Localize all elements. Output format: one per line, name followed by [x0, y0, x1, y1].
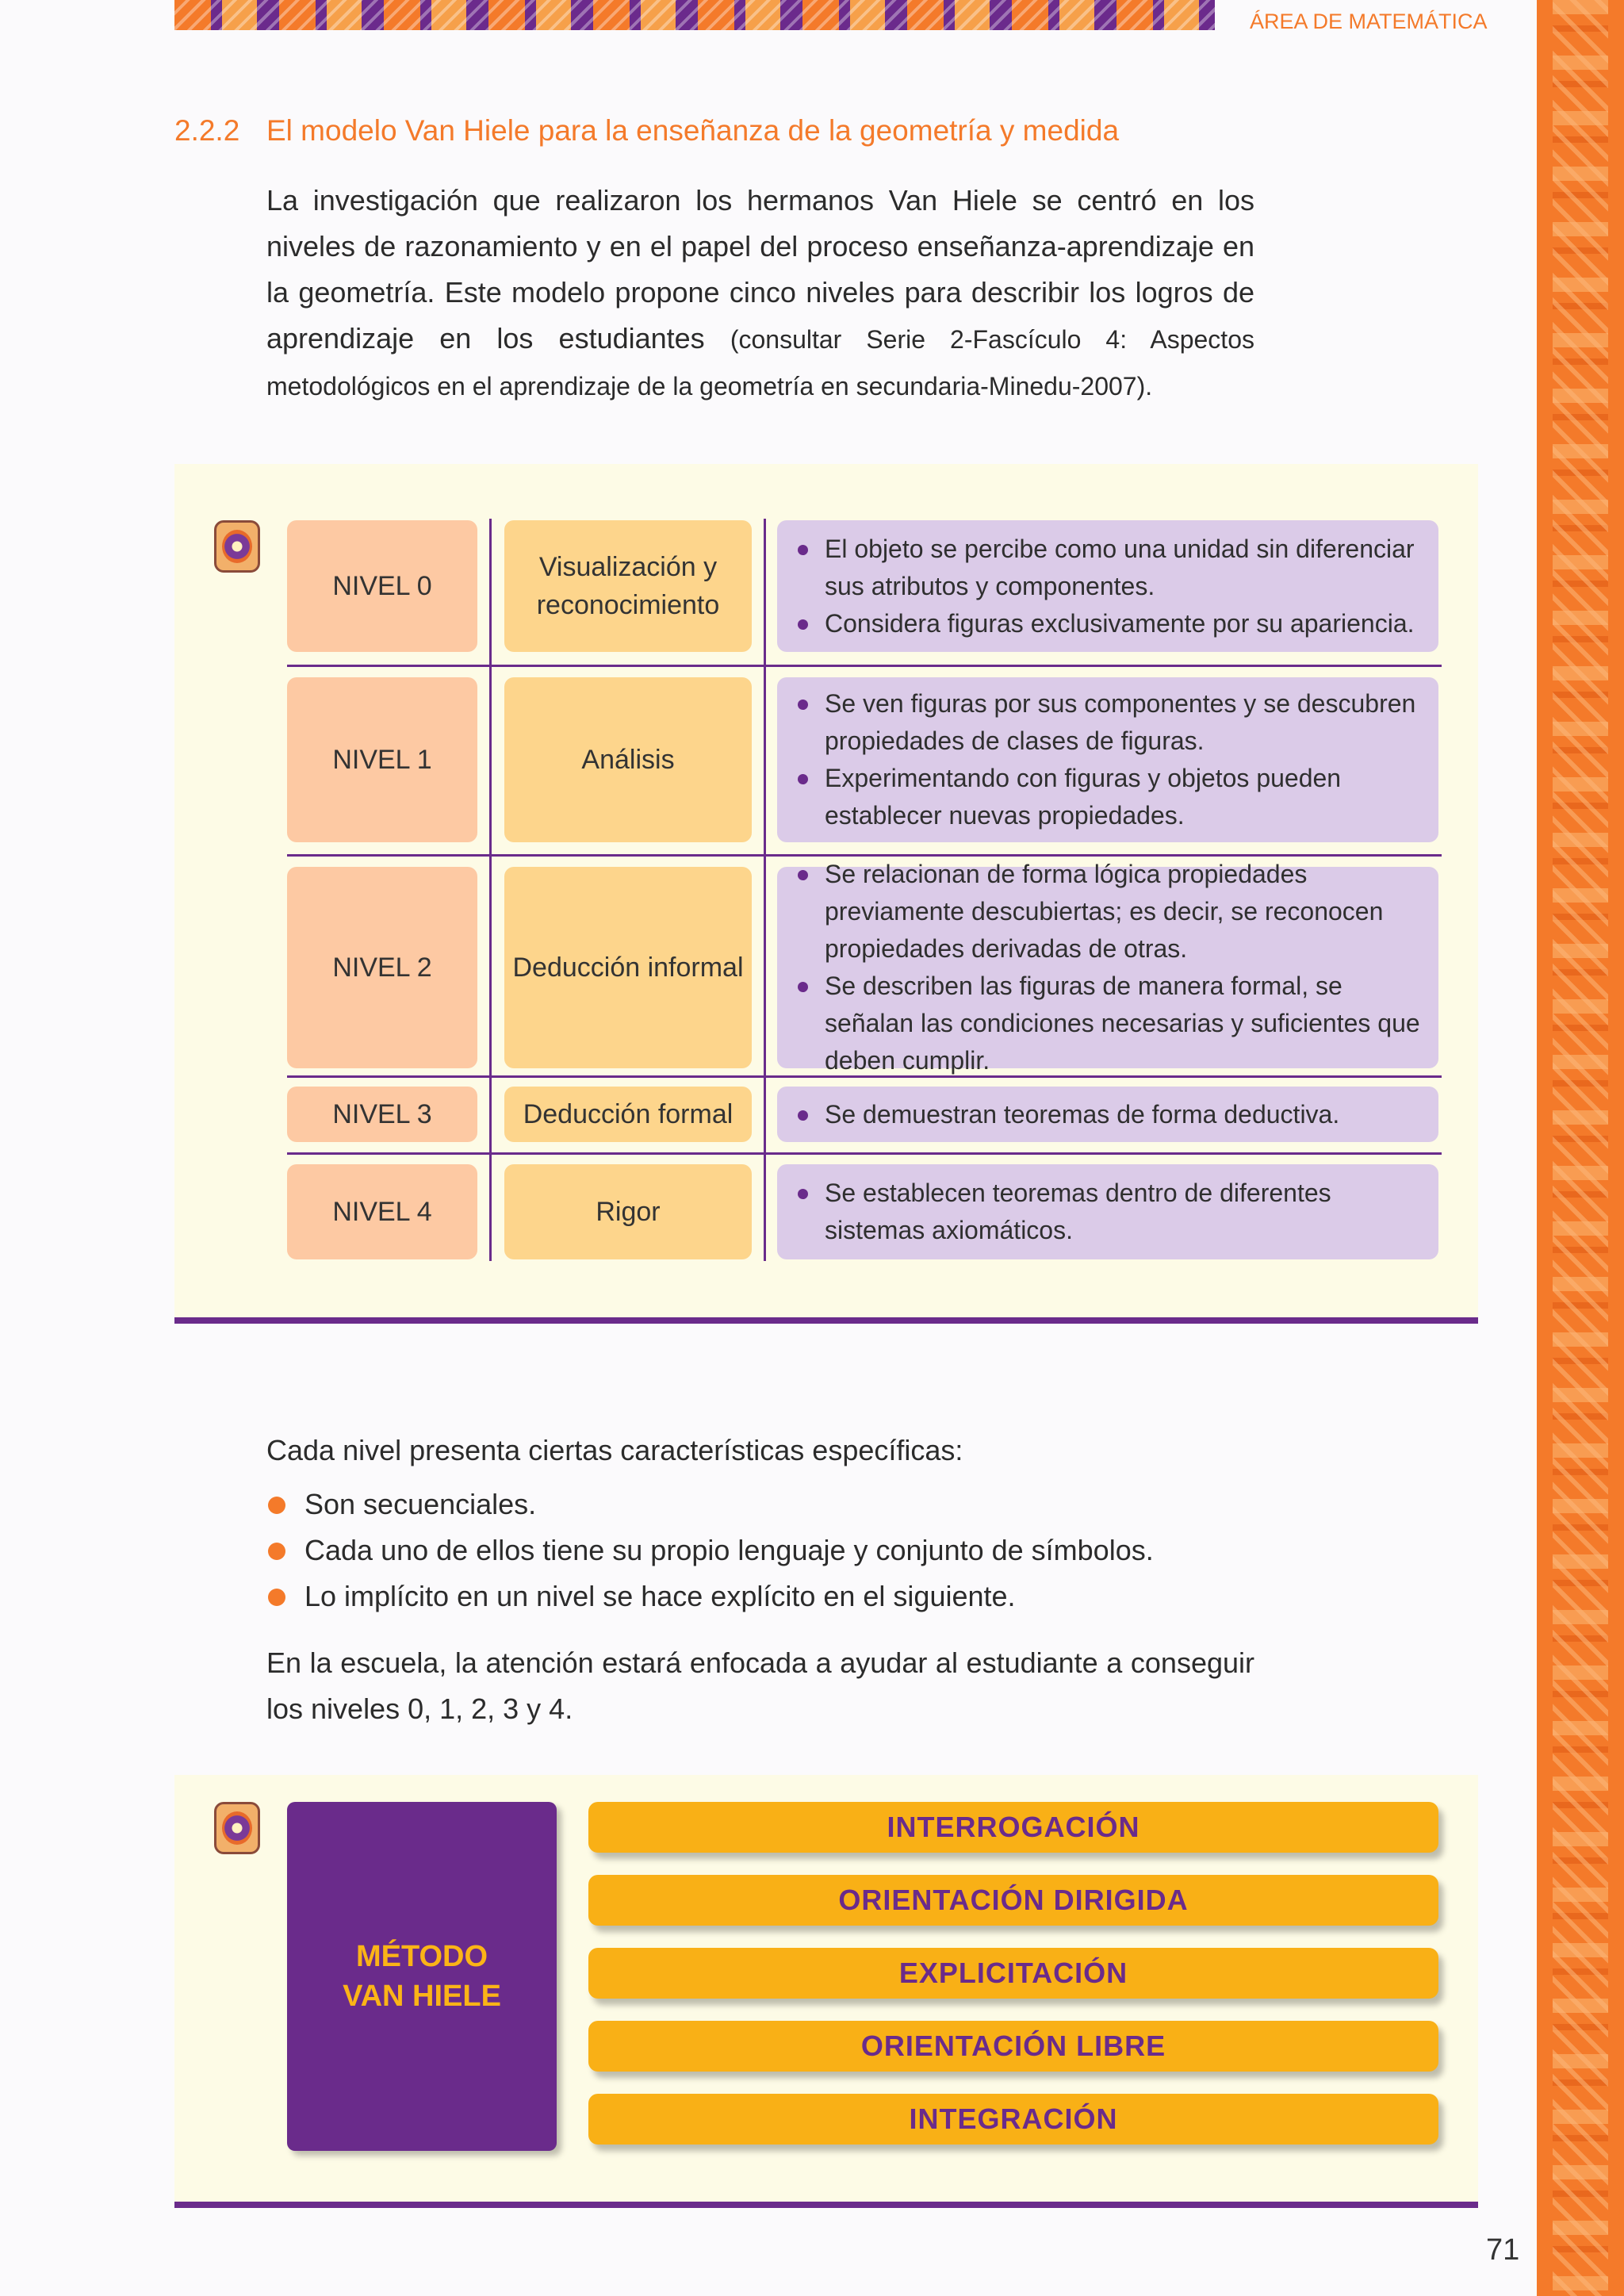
page-number: 71: [1486, 2233, 1520, 2267]
top-band-pattern: [174, 0, 1215, 30]
description-item: Se describen las figuras de manera formal, se señalan las condiciones necesarias y suficientes que deben cumplir.: [791, 968, 1423, 1079]
area-label: ÁREA DE MATEMÁTICA: [1250, 10, 1488, 33]
description-item: Se establecen teoremas dentro de diferentes sistemas axiomáticos.: [791, 1175, 1423, 1249]
characteristics-list: [266, 1481, 1154, 1619]
outro-paragraph: En la escuela, la atención estará enfocada a ayudar al estudiante a conseguir los niveles 0, 1, 2, 3 y 4.: [266, 1646, 1254, 1725]
level-description-cell: [777, 677, 1438, 842]
level-name-cell: Rigor: [504, 1164, 752, 1259]
level-cell: NIVEL 2: [287, 867, 477, 1068]
column-divider: [764, 519, 766, 1261]
level-name-cell: Visualización y reconocimiento: [504, 520, 752, 652]
intro-text: La investigación que realizaron los hermanos Van Hiele se centró en los niveles de razonamiento y en el papel del proceso enseñanza-aprendizaje en la geometría. Este modelo propone cinco niveles para describir los logros de aprendizaje en los estudiantes: [266, 184, 1254, 355]
column-divider: [489, 519, 492, 1261]
level-cell: NIVEL 0: [287, 520, 477, 652]
method-phase: ORIENTACIÓN DIRIGIDA: [588, 1875, 1438, 1926]
method-title-line2: VAN HIELE: [343, 1980, 501, 2013]
characteristic-item: Cada uno de ellos tiene su propio lenguaje y conjunto de símbolos.: [266, 1527, 1154, 1573]
characteristic-item: Lo implícito en un nivel se hace explícito en el siguiente.: [266, 1573, 1154, 1619]
description-item: Se relacionan de forma lógica propiedades previamente descubiertas; es decir, se reconocen propiedades derivadas de otras.: [791, 856, 1423, 968]
characteristics-intro: Cada nivel presenta ciertas características específicas:: [266, 1434, 963, 1466]
level-name-cell: Deducción formal: [504, 1087, 752, 1142]
level-cell: NIVEL 4: [287, 1164, 477, 1259]
level-cell: NIVEL 1: [287, 677, 477, 842]
level-name-cell: Deducción informal: [504, 867, 752, 1068]
method-phase: INTEGRACIÓN: [588, 2094, 1438, 2145]
level-description-cell: [777, 520, 1438, 652]
level-cell: NIVEL 3: [287, 1087, 477, 1142]
section-heading: [174, 114, 1119, 148]
row-divider: [287, 1152, 1442, 1155]
side-border-pattern-overlay: [1553, 0, 1608, 2296]
intro-paragraph: [266, 178, 1254, 409]
method-phase: INTERROGACIÓN: [588, 1802, 1438, 1853]
section-number: 2.2.2: [174, 114, 240, 147]
intro-reference: (consultar Serie 2-Fascículo 4: Aspectos metodológicos en el aprendizaje de la geometría en secundaria-Minedu-2007).: [266, 325, 1254, 401]
section-title: El modelo Van Hiele para la enseñanza de la geometría y medida: [266, 114, 1120, 147]
level-description-cell: [777, 1087, 1438, 1142]
level-name-cell: Análisis: [504, 677, 752, 842]
method-phase: EXPLICITACIÓN: [588, 1948, 1438, 1999]
decorative-emblem-icon: [214, 520, 260, 573]
level-description-cell: [777, 860, 1438, 1075]
row-divider: [287, 665, 1442, 667]
characteristic-item: Son secuenciales.: [266, 1481, 1154, 1527]
description-item: Considera figuras exclusivamente por su apariencia.: [791, 605, 1423, 642]
description-item: Se ven figuras por sus componentes y se descubren propiedades de clases de figuras.: [791, 685, 1423, 760]
description-item: El objeto se percibe como una unidad sin diferenciar sus atributos y componentes.: [791, 531, 1423, 605]
method-title-panel: [287, 1802, 557, 2151]
method-phase: ORIENTACIÓN LIBRE: [588, 2021, 1438, 2072]
method-title-line1: MÉTODO: [355, 1940, 488, 1973]
description-item: Experimentando con figuras y objetos pueden establecer nuevas propiedades.: [791, 760, 1423, 834]
decorative-emblem-icon: [214, 1802, 260, 1854]
level-description-cell: [777, 1164, 1438, 1259]
description-item: Se demuestran teoremas de forma deductiva.: [791, 1096, 1339, 1133]
